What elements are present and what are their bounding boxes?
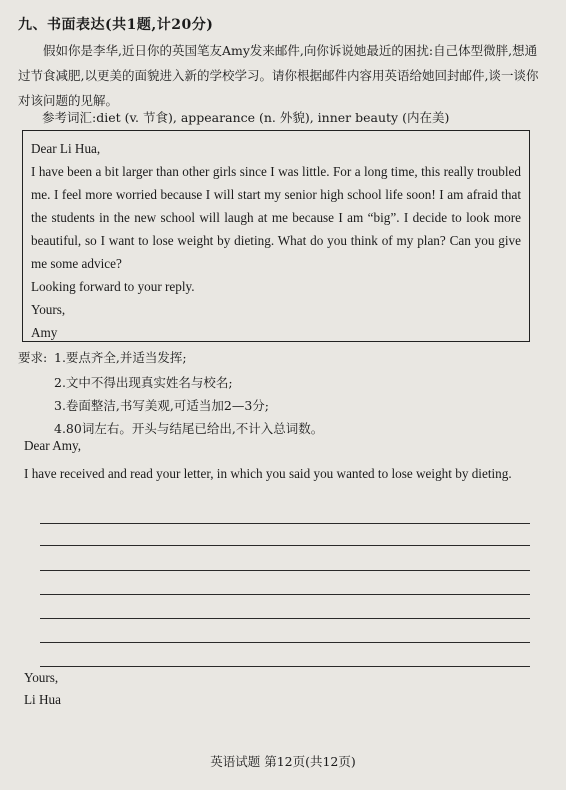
letter-sender-name: Amy: [31, 325, 58, 340]
requirement-item: 4.80词左右。开头与结尾已给出,不计入总词数。: [54, 421, 324, 436]
requirement-item: 1.要点齐全,并适当发挥;: [54, 350, 187, 365]
answer-opening: I have received and read your letter, in which you said you wanted to lose weight by dieting.: [24, 466, 512, 481]
answer-salutation: Dear Amy,: [24, 438, 82, 453]
letter-body: I have been a bit larger than other girls since I was little. For a long time, this really troubled me. I feel more worried because I will start my senior high school life soon! I am afraid that the students in the new school will laugh at me because I am “big”. I decide to look more beautiful, so I want to lose weight by dieting. What do you think of my plan? Can you give me some advice?: [31, 164, 521, 271]
requirement-item: 2.文中不得出现真实姓名与校名;: [54, 375, 233, 390]
writing-line[interactable]: [40, 666, 530, 667]
writing-line[interactable]: [40, 545, 530, 546]
requirement-item: 3.卷面整洁,书写美观,可适当加2—3分;: [54, 398, 269, 413]
answer-signoff: Yours,: [24, 670, 59, 685]
writing-line[interactable]: [40, 642, 530, 643]
reference-vocabulary: 参考词汇:diet (v. 节食), appearance (n. 外貌), inner beauty (内在美): [42, 110, 450, 125]
requirements-label: 要求:: [18, 350, 48, 365]
letter-signoff: Yours,: [31, 302, 66, 317]
writing-line[interactable]: [40, 523, 530, 524]
letter-closing: Looking forward to your reply.: [31, 279, 195, 294]
writing-line[interactable]: [40, 618, 530, 619]
section-title: 九、书面表达(共1题,计20分): [18, 17, 214, 33]
amy-letter-box: [22, 130, 530, 342]
answer-sender-name: Li Hua: [24, 692, 61, 707]
page-footer: 英语试题 第12页(共12页): [210, 754, 356, 769]
task-instructions: 假如你是李华,近日你的英国笔友Amy发来邮件,向你诉说她最近的困扰:自己体型微胖,想通过节食减肥,以更美的面貌进入新的学校学习。请你根据邮件内容用英语给她回封邮件,谈一谈你对该问题的见解。: [18, 43, 539, 108]
writing-line[interactable]: [40, 594, 530, 595]
letter-salutation: Dear Li Hua,: [31, 141, 101, 156]
writing-line[interactable]: [40, 570, 530, 571]
